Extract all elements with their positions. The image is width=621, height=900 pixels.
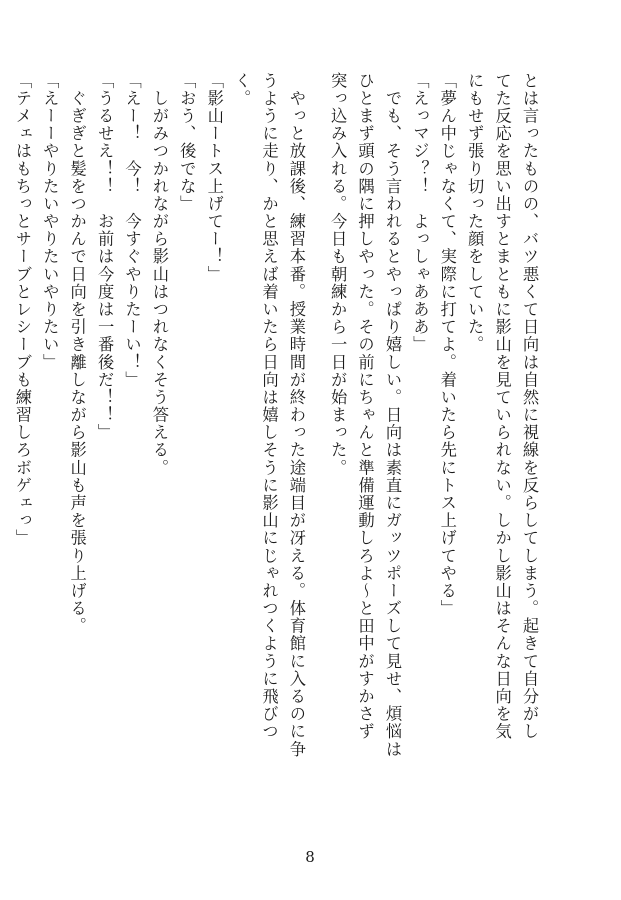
text-line: 「夢ん中じゃなくて、実際に打てよ。着いたら先にトス上げてやる」 xyxy=(437,72,457,618)
text-line: ぐぎぎと髪をつかんで日向を引き離しながら影山も声を張り上げる。 xyxy=(67,72,87,635)
vertical-body-text xyxy=(8,72,543,812)
text-line: てた反応を思い出すとまともに影山を見ていられない。しかし影山はそんな日向を気 xyxy=(492,72,512,741)
text-line: にもせず張り切った顔をしていた。 xyxy=(465,72,485,354)
text-line: でも、そう言われるとやっぱり嬉しい。日向は素直にガッツポーズして見せ、煩悩は xyxy=(382,72,402,759)
text-line: 突っ込み入れる。今日も朝練から一日が始まった。 xyxy=(328,72,348,477)
page-number: 8 xyxy=(305,848,316,866)
text-line: うように走り、かと思えば着いたら日向は嬉しそうに影山にじゃれつくように飛びつ xyxy=(259,72,279,741)
text-line: 「えーーやりたいやりたいやりたい」 xyxy=(40,72,60,372)
text-line: しがみつかれながら影山はつれなくそう答える。 xyxy=(149,72,169,477)
text-line: 「うるせえ！！ お前は今度は一番後だ！！」 xyxy=(95,72,115,442)
text-line: 「テメェはもちっとサーブとレシーブも練習しろボゲェっ」 xyxy=(12,72,32,547)
text-line: 「えー！ 今！ 今すぐやりたーい！」 xyxy=(122,72,142,389)
text-line: とは言ったものの、バツ悪くて日向は自然に視線を反らしてしまう。起きて自分がし xyxy=(520,72,539,741)
paragraph-gap xyxy=(310,72,324,812)
text-line: やっと放課後、練習本番。授業時間が終わった途端目が冴える。体育館に入るのに争 xyxy=(286,72,306,759)
text-line: 「影山ートス上げてー！」 xyxy=(204,72,224,284)
text-line: く。 xyxy=(232,72,252,108)
text-line: 「えっマジ？！ よっしゃあああ」 xyxy=(410,72,430,354)
text-line: ひとまず頭の隅に押しやった。その前にちゃんと準備運動しろよ〜と田中がすかさず xyxy=(355,72,375,741)
text-line: 「おう、後でな」 xyxy=(177,72,197,213)
